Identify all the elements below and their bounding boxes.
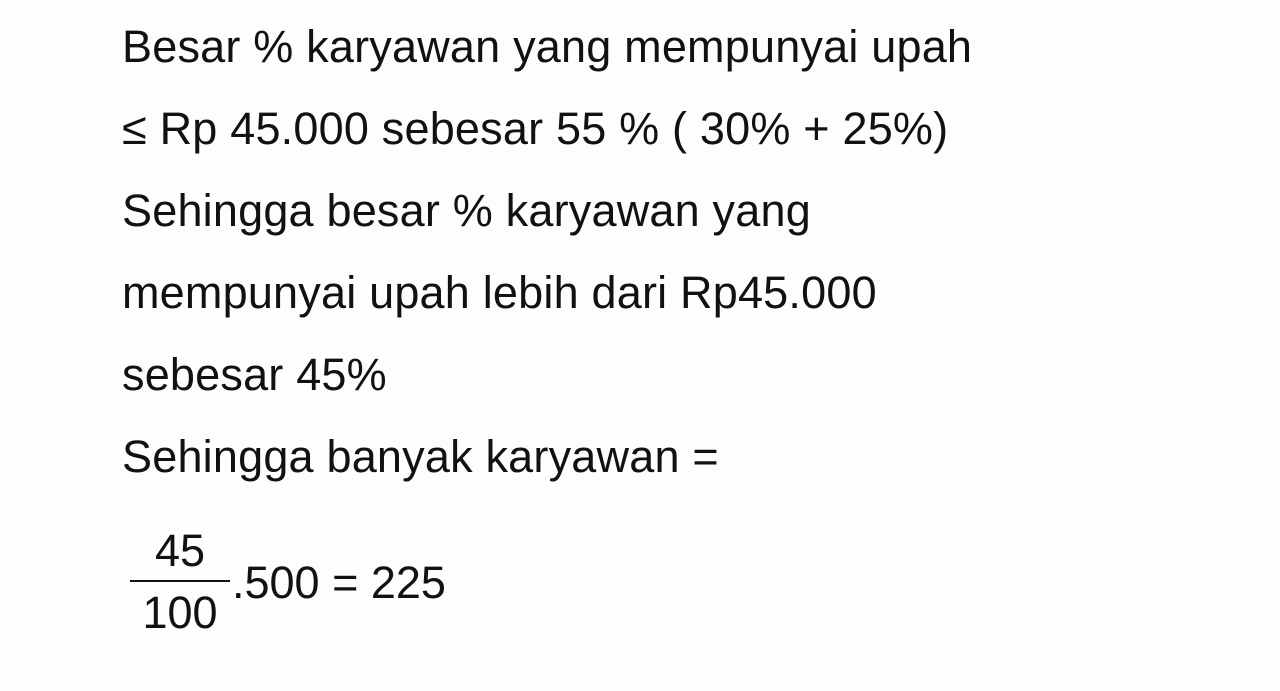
- solution-text: [122, 6, 1242, 498]
- text-line-1: Besar % karyawan yang mempunyai upah: [122, 21, 973, 72]
- text-line-2: ≤ Rp 45.000 sebesar 55 % ( 30% + 25%): [122, 103, 949, 154]
- fraction-denominator: 100: [142, 587, 218, 638]
- fraction-numerator: 45: [154, 525, 206, 576]
- result-equation: [130, 508, 446, 658]
- fraction: [130, 522, 230, 644]
- equation-result: .500 = 225: [232, 557, 446, 608]
- text-line-5: sebesar 45%: [122, 349, 387, 400]
- text-line-4: mempunyai upah lebih dari Rp45.000: [122, 267, 877, 318]
- text-line-3: Sehingga besar % karyawan yang: [122, 185, 811, 236]
- text-line-6: Sehingga banyak karyawan =: [122, 431, 719, 482]
